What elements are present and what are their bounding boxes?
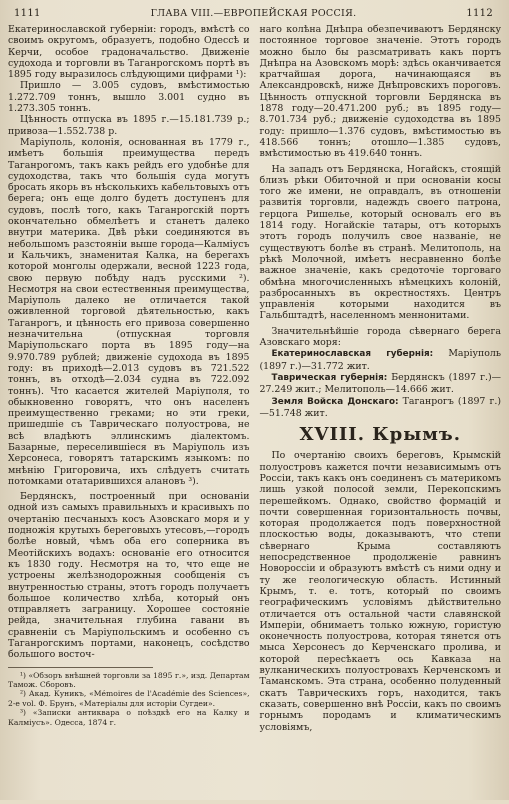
city-entry — [260, 396, 502, 420]
city-data: Маріуполь (1897 г.)—31.772 жит. — [259, 348, 501, 372]
stat-line-value: Цѣнность отпуска въ 1895 г.—15.181.739 р.; привоза—1.552.738 р. — [8, 114, 250, 137]
city-region: Земля Войска Донскаго: — [271, 396, 399, 407]
city-data: Таганрогъ (1897 г.)—51.748 жит. — [259, 395, 501, 419]
paragraph-berdyansk: Бердянскъ, построенный при основаніи одной изъ самыхъ правильныхъ и красивыхъ по очертанію песчаныхъ косъ Азовскаго моря и у подножія крутыхъ береговыхъ утесовъ,—городъ болѣе новый, чѣмъ оба его соперника въ Меотійскихъ водахъ: основаніе его относится къ 1830 году. Несмотря на то, что еще не устроены желѣзнодорожныя сообщенія съ внутренностью страны, этотъ городъ получаетъ большое количество хлѣба, который онъ отправляетъ заграницу. Хорошее состояніе рейда, значительная глубина гавани въ сравненіи съ Маріупольскимъ и особенно съ Таганрогскимъ портами, наконецъ, сосѣдство большого восточ- — [8, 491, 250, 661]
paragraph-cities-intro: Значительнѣйшіе города сѣвернаго берега Азовскаго моря: — [259, 325, 501, 349]
footnotes — [8, 671, 250, 727]
paragraph: Екатеринославской губерніи: городъ, вмѣстѣ со своимъ округомъ, образуетъ, подобно Одессѣ и Керчи, особое градоначальство. Движеніе судохода и торговли въ Таганрогскомъ портѣ въ 1895 году выразилось слѣдующими цифрами ¹): — [8, 24, 250, 81]
footnote: ³) «Записки антиквара о поѣздкѣ его на Калку и Калміусъ». Одесса, 1874 г. — [8, 708, 250, 727]
city-region: Таврическая губернія: — [271, 372, 388, 383]
chapter-heading: XVIII. Крымъ. — [299, 424, 461, 446]
footnote-divider — [8, 667, 153, 668]
paragraph-nogaisk: На западъ отъ Бердянска, Ногайскъ, стоящій близъ рѣки Обиточной и при основаніи косы того же имени, не оправдалъ, въ отношеніи развитія торговли, надеждъ своего патрона, герцога Ришелье, который основалъ его въ 1814 году. Ногайскіе татары, отъ которыхъ этотъ городъ получилъ свое названіе, не существуютъ болѣе въ странѣ. Мелитополь, на рѣкѣ Молочной, имѣетъ несравненно болѣе важное значеніе, какъ средоточіе торговаго обмѣна многочисленныхъ нѣмецкихъ колоній, разбросанныхъ въ окрестностяхъ. Центръ управленія которыми находится въ Гальбштадтѣ, населенномъ меннонитами. — [259, 163, 501, 322]
paragraph-crimea: По очертанію своихъ береговъ, Крымскій полуостровъ кажется почти независимымъ отъ Россіи, такъ какъ онъ соединенъ съ материкомъ лишь узкой полосой земли, Перекопскимъ перешейкомъ. Однако, свойство формацій и почти совершенная горизонтальность почвы, которая продолжается подъ поверхностной плоскостью воды, доказываютъ, что степи сѣвернаго Крыма составляютъ непосредственное продолженіе равнинъ Новороссіи и образуютъ вмѣстѣ съ ними одну и ту же геологическую область. Истинный Крымъ, т. е. тотъ, который по своимъ географическимъ условіямъ дѣйствительно отличается отъ остальной части славянской Имперіи, обнимаетъ только южную, гористую оконечность полуострова, которая тянется отъ мыса Херсонесъ до Керченскаго пролива, и которой пересѣкаетъ ось Кавказа на вулканическихъ полуостровахъ Керченскомъ и Таманскомъ. Эта страна, особенно полуденный скатъ Таврическихъ горъ, находится, такъ сказать, совершенно внѣ Россіи, какъ по своимъ горнымъ породамъ и климатическимъ условіямъ, — [259, 450, 501, 733]
stat-line-arrivals: Пришло — 3.005 судовъ, вмѣстимостью 1.272.709 тоннъ, вышло 3.001 судно въ 1.273.305 тоннъ. — [8, 80, 250, 115]
city-entry — [260, 348, 502, 372]
footnote: ²) Акад. Куникъ, «Mémoires de l'Académie des Sciences», 2-е vol. Ф. Брунъ, «Матеріалы для исторіи Сугдеи». — [8, 689, 250, 708]
city-entry — [260, 372, 502, 396]
right-column — [260, 24, 502, 804]
running-title: ГЛАВА VIII.—ЕВРОПЕЙСКАЯ РОССІЯ. — [150, 8, 357, 19]
city-data: Бердянскъ (1897 г.)—27.249 жит.; Мелитополь—14.666 жит. — [259, 371, 501, 396]
paragraph: наго колѣна Днѣпра обезпечиваютъ Бердянску постоянное торговое значеніе. Этотъ городъ можно было бы разсматривать какъ портъ Днѣпра на Азовскомъ морѣ: здѣсь оканчивается кратчайшая дорога, начинающаяся въ Александровскѣ, ниже Днѣпровскихъ пороговъ. Цѣнность отпускной торговли Бердянска въ 1878 году—20.471.200 руб.; въ 1895 году—8.701.734 руб.; движеніе судоходства въ 1895 году: пришло—1.376 судовъ, вмѣстимостью въ 418.566 тоннъ; отошло—1.385 судовъ, вмѣстимостью въ 419.640 тоннъ. — [259, 24, 501, 160]
page-number-left: 1111 — [14, 8, 41, 19]
footnote: ¹) «Обзоръ внѣшней торговли за 1895 г.», изд. Департам Тамож. Сборовъ. — [8, 670, 250, 690]
paragraph-mariupol: Маріуполь, колонія, основанная въ 1779 г., имѣетъ большія преимущества передъ Таганрогомъ, такъ какъ рейдъ его удобнѣе для судоходства, такъ что большія суда могутъ бросать якорь въ нѣсколькихъ кабельтовыхъ отъ берега; онъ еще долго будетъ доступенъ для судовъ, послѣ того, какъ Таганрогскій портъ окончательно обмелѣетъ и станетъ далеко внутри материка. Двѣ рѣки соединяются въ небольшомъ разстояніи выше города—Калміусъ и Кальчикъ, знаменитая Калка, на берегахъ которой монголы одержали, весной 1223 года, свою первую побѣду надъ русскими ²). Несмотря на свои естественныя преимущества, Маріуполь далеко не отличается такой оживленной торговой дѣятельностью, какъ Таганрогъ, и цѣнность его привоза совершенно незначительна (отпускная торговля Маріупольскаго порта въ 1895 году—на 9.970.789 рублей; движеніе судохода въ 1895 году: въ приходѣ—2.013 судовъ въ 721.522 тоннъ, въ отходѣ—2.034 судна въ 722.092 тоннъ). Что касается жителей Маріуполя, то обыкновенно говорятъ, что онъ населенъ преимущественно греками; но эти греки, пришедшіе съ Таврическаго полуострова, не всѣ владѣютъ эллинскимъ діалектомъ. Базарные, переселившіеся въ Маріуполь изъ Херсонеса, говорятъ татарскимъ языкомъ: по мнѣнію Григоровича, ихъ слѣдуетъ считать потомками отатарившихся алановъ ³). — [8, 136, 250, 487]
page-number-right: 1112 — [466, 8, 493, 19]
running-header — [8, 8, 501, 24]
city-region: Екатеринославская губернія: — [271, 349, 434, 360]
left-column — [8, 24, 250, 804]
